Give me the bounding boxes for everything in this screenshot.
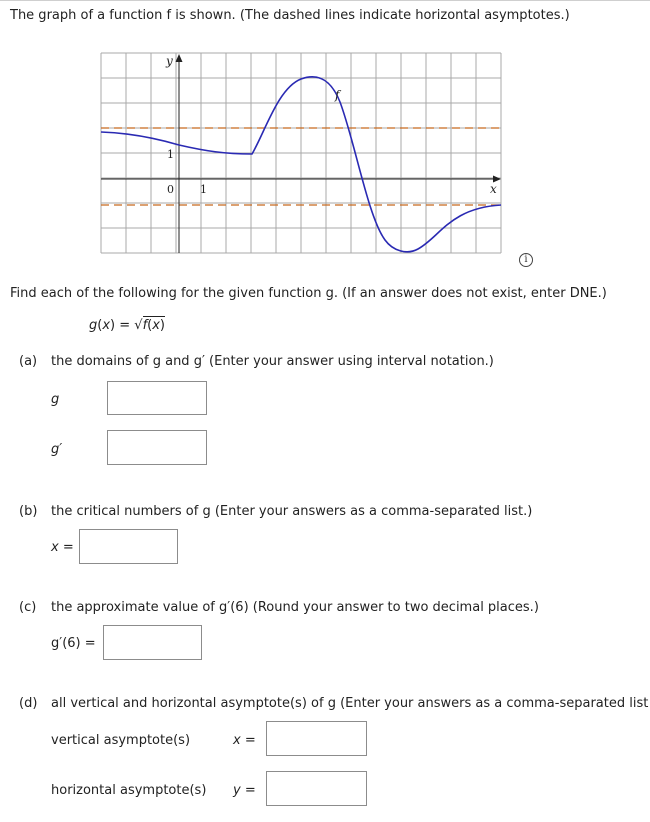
horizontal-asymptote-input[interactable] (266, 771, 367, 806)
instructions-text: Find each of the following for the given function g. (If an answer does not exist, enter DNE.) (10, 286, 607, 301)
vertical-asymptote-eq: x = (233, 733, 256, 748)
intro-text: The graph of a function f is shown. (The dashed lines indicate horizontal asymptotes.) (10, 8, 570, 23)
part-c-prompt: the approximate value of g′(6) (Round your answer to two decimal places.) (51, 600, 539, 615)
domain-g-input[interactable] (107, 381, 207, 415)
horizontal-asymptote-label: horizontal asymptote(s) (51, 783, 207, 798)
part-d-prompt: all vertical and horizontal asymptote(s) of g (Enter your answers as a comma-separated list (51, 696, 649, 711)
part-a-letter: (a) (19, 354, 38, 369)
function-graph (100, 52, 502, 254)
part-b-x-label: x = (51, 540, 74, 555)
gprime-six-input[interactable] (103, 625, 202, 660)
vertical-asymptote-label: vertical asymptote(s) (51, 733, 191, 748)
part-b-prompt: the critical numbers of g (Enter your answers as a comma-separated list.) (51, 504, 533, 519)
top-divider (0, 0, 650, 1)
part-a-g-label: g (51, 392, 60, 407)
part-a-gprime-label: g′ (51, 442, 63, 457)
vertical-asymptote-input[interactable] (266, 721, 367, 756)
graph-grid (101, 53, 501, 253)
domain-gprime-input[interactable] (107, 430, 207, 465)
origin-label: 0 (167, 183, 174, 196)
part-d-letter: (d) (19, 696, 38, 711)
horizontal-asymptote-eq: y = (233, 783, 256, 798)
info-icon[interactable]: i (519, 253, 533, 267)
part-a-prompt: the domains of g and g′ (Enter your answer using interval notation.) (51, 354, 494, 369)
x-tick-one: 1 (200, 183, 207, 196)
y-axis-label: y (166, 54, 173, 68)
part-c-letter: (c) (19, 600, 37, 615)
x-axis-label: x (490, 182, 497, 196)
function-label: f (335, 88, 340, 102)
g-equation: g(x) = √f(x) (89, 318, 165, 333)
part-b-letter: (b) (19, 504, 38, 519)
critical-numbers-input[interactable] (79, 529, 178, 564)
part-c-label: g′(6) = (51, 636, 96, 651)
y-tick-one: 1 (167, 148, 174, 161)
